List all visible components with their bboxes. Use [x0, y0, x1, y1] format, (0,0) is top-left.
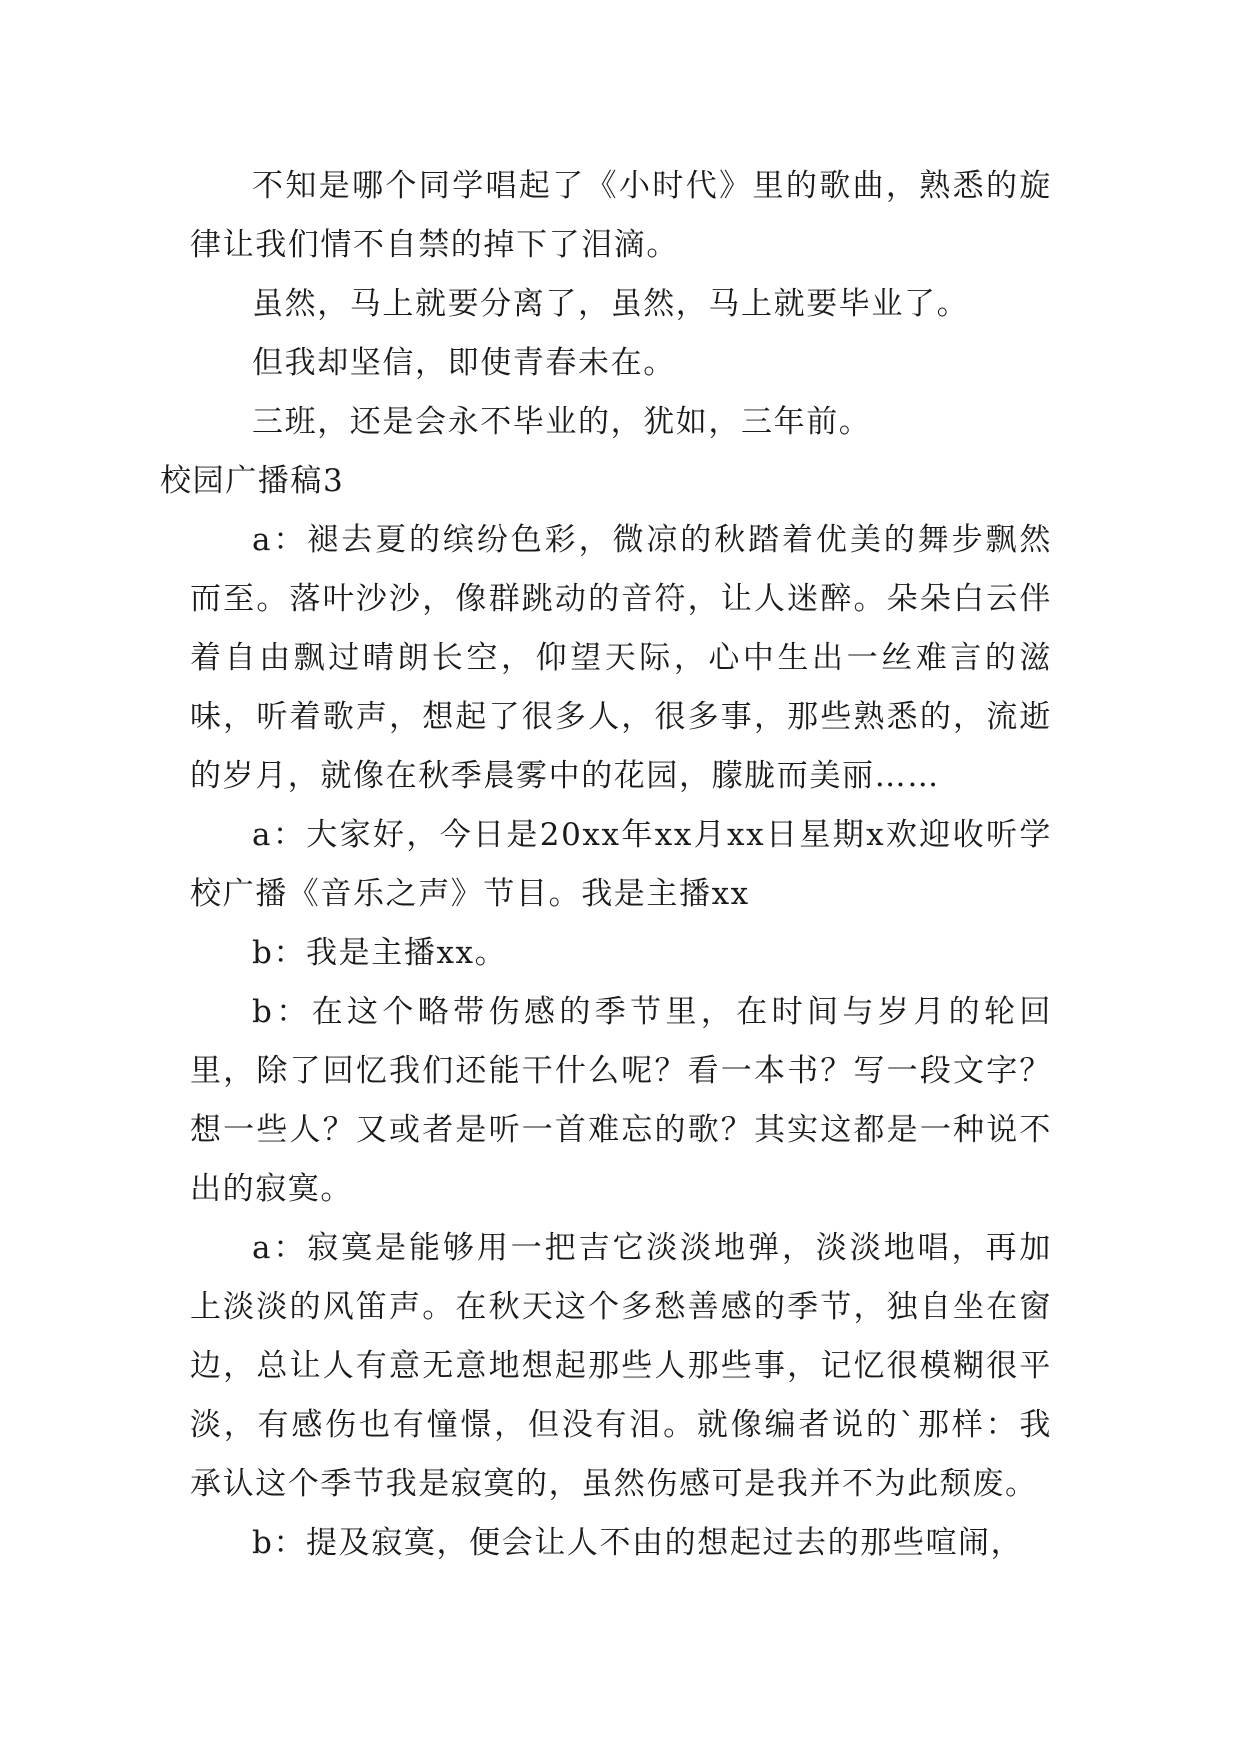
paragraph: 三班，还是会永不毕业的，犹如，三年前。 — [252, 404, 872, 440]
section-title: 校园广播稿3 — [160, 463, 345, 499]
paragraph: 虽然，马上就要分离了，虽然，马上就要毕业了。 — [252, 286, 970, 322]
paragraph: b：在这个略带伤感的季节里，在时间与岁月的轮回里，除了回忆我们还能干什么呢？看一本书？写一段文字？想一些人？又或者是听一首难忘的歌？其实这都是一种说不出的寂寞。 — [190, 994, 1052, 1207]
paragraph: 不知是哪个同学唱起了《小时代》里的歌曲，熟悉的旋律让我们情不自禁的掉下了泪滴。 — [190, 168, 1052, 263]
paragraph: b：我是主播xx。 — [252, 935, 508, 971]
paragraph: a：寂寞是能够用一把吉它淡淡地弹，淡淡地唱，再加上淡淡的风笛声。在秋天这个多愁善感的季节，独自坐在窗边，总让人有意无意地想起那些人那些事，记忆很模糊很平淡，有感伤也有憧憬，但没有泪。就像编者说的`那样：我承认这个季节我是寂寞的，虽然伤感可是我并不为此颓废。 — [190, 1230, 1052, 1502]
paragraph: b：提及寂寞，便会让人不由的想起过去的那些喧闹， — [252, 1525, 1024, 1561]
document-body — [160, 157, 1052, 1573]
paragraph: 但我却坚信，即使青春未在。 — [252, 345, 676, 381]
paragraph: a：褪去夏的缤纷色彩，微凉的秋踏着优美的舞步飘然而至。落叶沙沙，像群跳动的音符，让人迷醉。朵朵白云伴着自由飘过晴朗长空，仰望天际，心中生出一丝难言的滋味，听着歌声，想起了很多人，很多事，那些熟悉的，流逝的岁月，就像在秋季晨雾中的花园，朦胧而美丽…… — [190, 522, 1052, 794]
paragraph: a：大家好，今日是20xx年xx月xx日星期x欢迎收听学校广播《音乐之声》节目。我是主播xx — [190, 817, 1052, 912]
